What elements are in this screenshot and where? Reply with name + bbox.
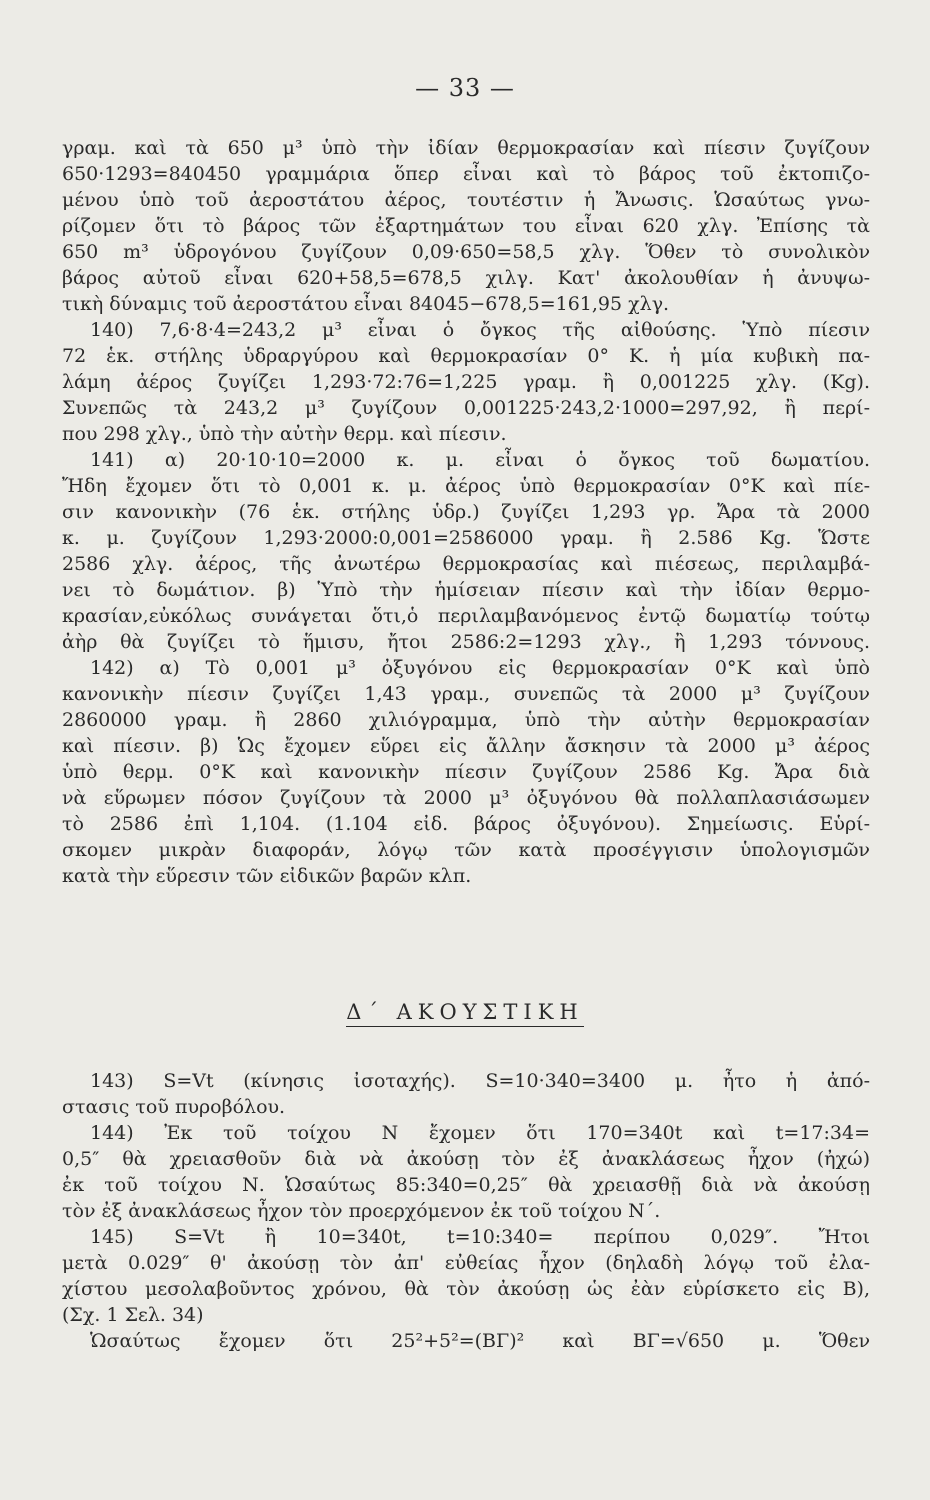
- section-heading: [0, 1000, 930, 1024]
- text-line: κ. μ. ζυγίζουν 1,293·2000:0,001=2586000 γραμ. ἢ 2.586 Kg. Ὥστε: [62, 527, 870, 549]
- text-block-top: [62, 135, 870, 889]
- page-number: — 33 —: [415, 74, 515, 102]
- text-line: σιν κανονικὴν (76 ἑκ. στήλης ὑδρ.) ζυγίζει 1,293 γρ. Ἄρα τὰ 2000: [62, 501, 870, 523]
- text-line: 144) Ἐκ τοῦ τοίχου Ν ἔχομεν ὅτι 170=340t καὶ t=17:34=: [90, 1122, 870, 1144]
- text-line: 72 ἑκ. στήλης ὑδραργύρου καὶ θερμοκρασίαν 0° Κ. ἡ μία κυβικὴ πα-: [62, 345, 870, 367]
- text-line: 143) S=Vt (κίνησις ἰσοταχής). S=10·340=3400 μ. ἦτο ἡ ἀπό-: [90, 1070, 870, 1092]
- text-line: 0,5″ θὰ χρειασθοῦν διὰ νὰ ἀκούσῃ τὸν ἐξ ἀνακλάσεως ἦχον (ἠχώ): [62, 1148, 870, 1170]
- text-line: (Σχ. 1 Σελ. 34): [62, 1304, 204, 1326]
- text-line: τὸ 2586 ἐπὶ 1,104. (1.104 εἰδ. βάρος ὀξυγόνου). Σημείωσις. Εὑρί-: [62, 813, 870, 835]
- text-line: τὸν ἐξ ἀνακλάσεως ἦχον τὸν προερχόμενον ἐκ τοῦ τοίχου Ν΄.: [62, 1200, 661, 1222]
- section-heading-text: Δ΄ ΑΚΟΥΣΤΙΚΗ: [346, 1000, 583, 1027]
- text-line: τικὴ δύναμις τοῦ ἀεροστάτου εἶναι 84045−678,5=161,95 χλγ.: [62, 293, 670, 315]
- text-line: γραμ. καὶ τὰ 650 μ³ ὑπὸ τὴν ἰδίαν θερμοκρασίαν καὶ πίεσιν ζυγίζουν: [62, 137, 870, 159]
- text-line: Ὡσαύτως ἔχομεν ὅτι 25²+5²=(ΒΓ)² καὶ ΒΓ=√650 μ. Ὅθεν: [90, 1330, 870, 1352]
- text-line: νει τὸ δωμάτιον. β) Ὑπὸ τὴν ἡμίσειαν πίεσιν καὶ τὴν ἰδίαν θερμο-: [62, 579, 870, 601]
- text-line: κατὰ τὴν εὕρεσιν τῶν εἰδικῶν βαρῶν κλπ.: [62, 865, 472, 887]
- text-block-bottom: [62, 1068, 870, 1354]
- text-line: μένου ὑπὸ τοῦ ἀεροστάτου ἀέρος, τουτέστιν ἡ Ἄνωσις. Ὡσαύτως γνω-: [62, 189, 870, 211]
- text-line: νὰ εὕρωμεν πόσον ζυγίζουν τὰ 2000 μ³ ὀξυγόνου θὰ πολλαπλασιάσωμεν: [62, 787, 870, 809]
- text-line: Συνεπῶς τὰ 243,2 μ³ ζυγίζουν 0,001225·243,2·1000=297,92, ἢ περί-: [62, 397, 870, 419]
- text-line: 142) α) Τὸ 0,001 μ³ ὀξυγόνου εἰς θερμοκρασίαν 0°Κ καὶ ὑπὸ: [90, 657, 870, 679]
- text-line: 145) S=Vt ἢ 10=340t, t=10:340= περίπου 0,029″. Ἤτοι: [90, 1226, 870, 1248]
- text-line: 2586 χλγ. ἀέρος, τῆς ἀνωτέρω θερμοκρασίας καὶ πιέσεως, περιλαμβά-: [62, 553, 870, 575]
- text-line: ἀὴρ θὰ ζυγίζει τὸ ἥμισυ, ἤτοι 2586:2=1293 χλγ., ἢ 1,293 τόννους.: [62, 631, 870, 653]
- text-line: που 298 χλγ., ὑπὸ τὴν αὐτὴν θερμ. καὶ πίεσιν.: [62, 423, 507, 445]
- text-line: 650 m³ ὑδρογόνου ζυγίζουν 0,09·650=58,5 χλγ. Ὅθεν τὸ συνολικὸν: [62, 241, 870, 263]
- text-line: 2860000 γραμ. ἢ 2860 χιλιόγραμμα, ὑπὸ τὴν αὐτὴν θερμοκρασίαν: [62, 709, 870, 731]
- text-line: ὑπὸ θερμ. 0°Κ καὶ κανονικὴν πίεσιν ζυγίζουν 2586 Kg. Ἄρα διὰ: [62, 761, 870, 783]
- text-line: βάρος αὐτοῦ εἶναι 620+58,5=678,5 χιλγ. Κατ' ἀκολουθίαν ἡ ἀνυψω-: [62, 267, 870, 289]
- text-line: κανονικὴν πίεσιν ζυγίζει 1,43 γραμ., συνεπῶς τὰ 2000 μ³ ζυγίζουν: [62, 683, 870, 705]
- text-line: λάμη ἀέρος ζυγίζει 1,293·72:76=1,225 γραμ. ἢ 0,001225 χλγ. (Kg).: [62, 371, 870, 393]
- text-line: σκομεν μικρὰν διαφοράν, λόγῳ τῶν κατὰ προσέγγισιν ὑπολογισμῶν: [62, 839, 870, 861]
- text-line: καὶ πίεσιν. β) Ὡς ἔχομεν εὕρει εἰς ἄλλην ἄσκησιν τὰ 2000 μ³ ἀέρος: [62, 735, 870, 757]
- text-line: κρασίαν,εὐκόλως συνάγεται ὅτι,ὁ περιλαμβανόμενος ἐντῷ δωματίῳ τούτῳ: [62, 605, 870, 627]
- text-line: 141) α) 20·10·10=2000 κ. μ. εἶναι ὁ ὄγκος τοῦ δωματίου.: [90, 449, 870, 471]
- text-line: χίστου μεσολαβοῦντος χρόνου, θὰ τὸν ἀκούσῃ ὡς ἐὰν εὑρίσκετο εἰς Β),: [62, 1278, 870, 1300]
- text-line: 140) 7,6·8·4=243,2 μ³ εἶναι ὁ ὄγκος τῆς αἰθούσης. Ὑπὸ πίεσιν: [90, 319, 870, 341]
- text-line: στασις τοῦ πυροβόλου.: [62, 1096, 286, 1118]
- text-line: ρίζομεν ὅτι τὸ βάρος τῶν ἐξαρτημάτων του εἶναι 620 χλγ. Ἐπίσης τὰ: [62, 215, 870, 237]
- text-line: Ἤδη ἔχομεν ὅτι τὸ 0,001 κ. μ. ἀέρος ὑπὸ θερμοκρασίαν 0°Κ καὶ πίε-: [62, 475, 870, 497]
- text-line: 650·1293=840450 γραμμάρια ὅπερ εἶναι καὶ τὸ βάρος τοῦ ἐκτοπιζο-: [62, 163, 870, 185]
- text-line: ἐκ τοῦ τοίχου Ν. Ὡσαύτως 85:340=0,25″ θὰ χρειασθῇ διὰ νὰ ἀκούσῃ: [62, 1174, 870, 1196]
- text-line: μετὰ 0.029″ θ' ἀκούσῃ τὸν ἀπ' εὐθείας ἦχον (δηλαδὴ λόγῳ τοῦ ἐλα-: [62, 1252, 870, 1274]
